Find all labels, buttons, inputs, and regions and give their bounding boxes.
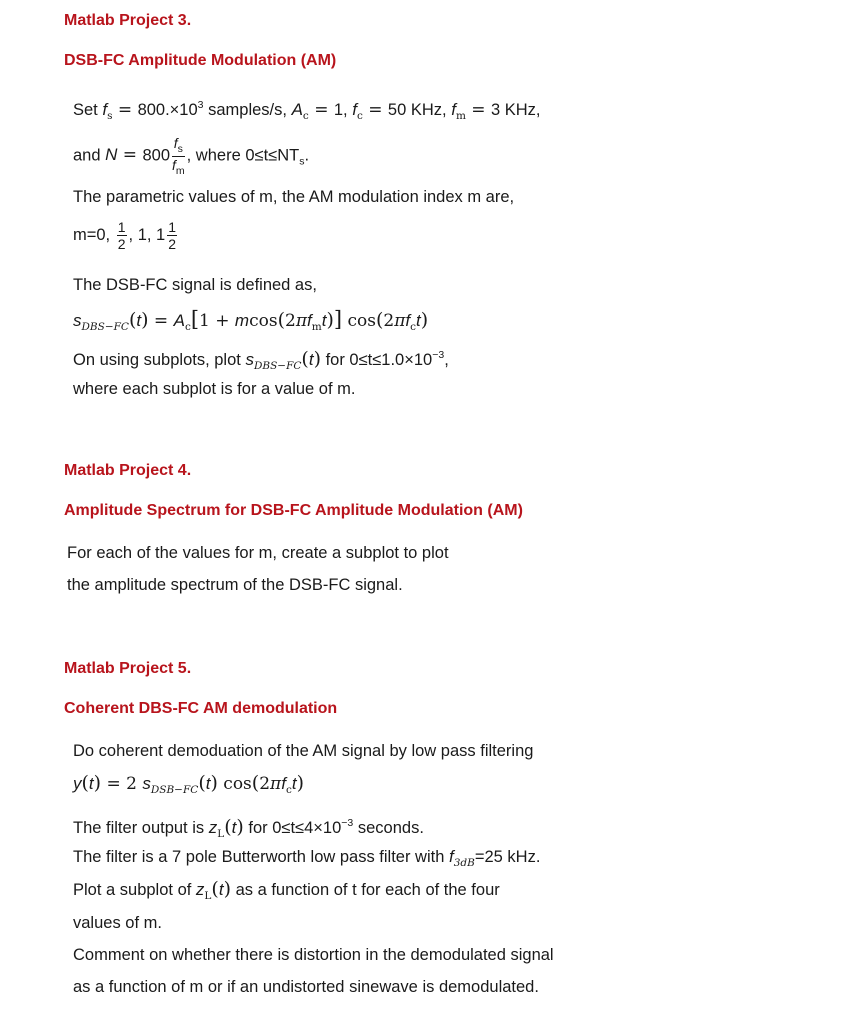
plot5-a: Plot a subplot of — [73, 881, 192, 899]
where-text: , where 0≤t≤NT — [186, 146, 300, 165]
project3-n-line: and N = 800 $\frac{f_s}{f_m}$ , where $0\le t\le NT_s$. — [73, 135, 310, 177]
filter-exponent: −3 — [341, 817, 354, 829]
project5-plot-line: Plot a subplot of $z_L(t)$ as a function of t for each of the four — [73, 878, 500, 902]
demod-equation: y(t) = 2 $s_{DSB-FC}(t)$ $\cos(2\pi f_ct)$ — [73, 772, 304, 796]
half-fraction — [117, 220, 127, 251]
project3-param-text: The parametric values of m, the AM modulation index m are, — [73, 188, 515, 206]
s-subscript: DBS−FC — [81, 321, 129, 333]
n-coefficient: 800 — [142, 146, 170, 165]
half-fraction-den: 2 — [117, 236, 126, 252]
and-word: and — [73, 146, 101, 165]
ac-value: 1, — [333, 101, 348, 119]
f3db-subscript: 3dB — [453, 857, 475, 869]
set-word: Set — [73, 101, 98, 119]
project3-defined-text: The DSB-FC signal is defined as, — [73, 276, 317, 294]
fm-value: 3 KHz, — [490, 101, 541, 119]
f3db-value: =25 kHz. — [474, 848, 541, 866]
plot-text-b: for 0≤t≤1.0×10 — [325, 351, 433, 369]
project4-line1: For each of the values for m, create a subplot to plot — [67, 544, 449, 562]
project4-line2: the amplitude spectrum of the DSB-FC signal. — [67, 576, 403, 594]
project5-comment1: Comment on whether there is distortion in the demodulated signal — [73, 946, 554, 964]
butter-text: The filter is a 7 pole Butterworth low pass filter with — [73, 848, 445, 866]
fc-value: 50 KHz, — [387, 101, 447, 119]
m-list-prefix: m=0, — [73, 225, 111, 244]
m-list-mid: , 1, 1 — [128, 225, 166, 244]
project5-comment2: as a function of m or if an undistorted sinewave is demodulated. — [73, 978, 539, 996]
fs-over-fm-fraction: $\frac{f_s}{f_m}$ — [172, 135, 185, 177]
project5-butterworth: The filter is a 7 pole Butterworth low pass filter with $f_{3dB}=25$ kHz. — [73, 847, 541, 869]
project5-filter-output: The filter output is $z_L(t)$ for $0\le t\le 4\times 10^{-3}$ seconds. — [73, 816, 424, 840]
project3-m-values — [73, 220, 179, 251]
fs-units: samples/s, — [208, 101, 287, 119]
project4-title: Matlab Project 4. — [64, 462, 192, 479]
plot5-b: as a function of t for each of the four — [235, 881, 500, 899]
project5-title: Matlab Project 5. — [64, 660, 192, 677]
project5-values-text: values of m. — [73, 914, 162, 932]
dsb-fc-equation: $s_{DBS-FC}(t) = A_c[1 + mcos(2\pi f_mt)]$ $\cos(2\pi f_ct)$ — [73, 307, 429, 333]
plot-exponent: −3 — [432, 349, 445, 361]
filter-out-b: for 0≤t≤4×10 — [248, 819, 342, 837]
project3-subplot-text: where each subplot is for a value of m. — [73, 380, 356, 398]
project5-line1: Do coherent demoduation of the AM signal by low pass filtering — [73, 742, 534, 760]
fs-value: 800.×10 — [137, 101, 198, 119]
fs-exponent: 3 — [197, 99, 204, 111]
plot-text-a: On using subplots, plot — [73, 351, 241, 369]
filter-out-a: The filter output is — [73, 819, 205, 837]
half-fraction-num: 1 — [117, 219, 126, 235]
y-subscript: DSB−FC — [150, 784, 199, 796]
filter-out-c: seconds. — [357, 819, 424, 837]
project3-parameters-line: Set $f_s = 800.\times 10^3$ samples/s, $A_c = 1$, $f_c = 50$ KHz, $f_m = 3$ KHz, — [73, 99, 541, 122]
one-and-half-fraction: $\frac{1}{2}$ — [168, 219, 177, 252]
project3-plot-line: On using subplots, plot $s_{DBS-FC}(t)$ for $0\le t\le 1.0\times 10^{-3}$, — [73, 348, 449, 372]
project5-subtitle: Coherent DBS-FC AM demodulation — [64, 700, 338, 717]
project3-subtitle: DSB-FC Amplitude Modulation (AM) — [64, 52, 337, 69]
project4-subtitle: Amplitude Spectrum for DSB-FC Amplitude Modulation (AM) — [64, 502, 523, 519]
project3-title: Matlab Project 3. — [64, 12, 192, 29]
